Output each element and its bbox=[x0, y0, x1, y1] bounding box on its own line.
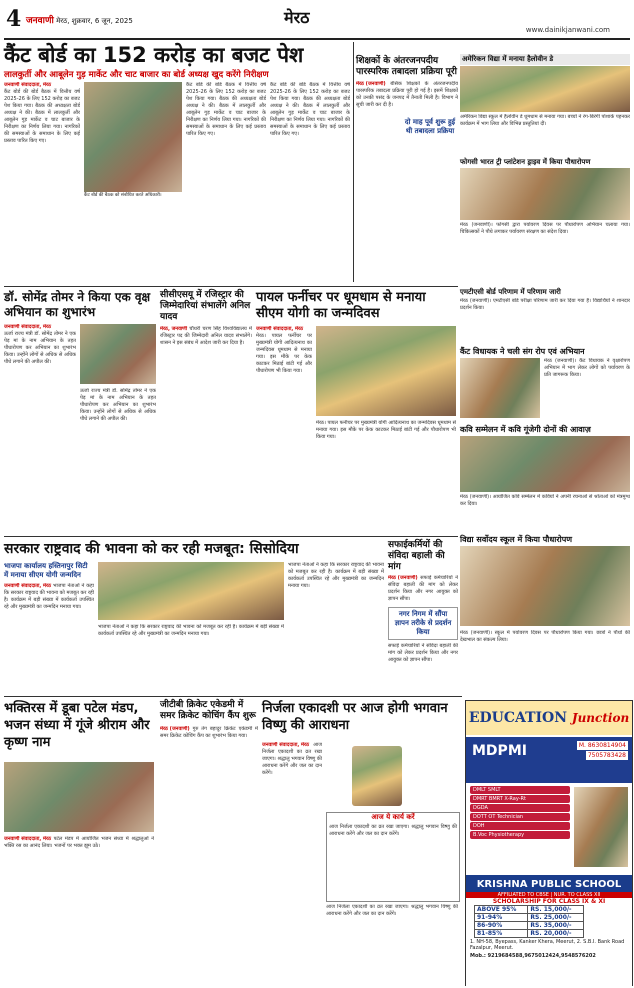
payal-body-col bbox=[256, 326, 312, 532]
ks-cell: RS. 20,000/- bbox=[528, 930, 584, 938]
kavi2-photo bbox=[460, 436, 630, 492]
tomar-body-wrap bbox=[4, 324, 76, 534]
course-item: DGDA bbox=[470, 804, 570, 812]
ccsu-headline: सीसीएसयू में रजिस्ट्रार की जिम्मेदारियां संभालेंगे अनिल यादव bbox=[160, 290, 251, 322]
column-rule bbox=[353, 42, 354, 282]
lead-body-col3 bbox=[186, 82, 266, 282]
kavi2-body: मेरठ (जनवाणी)। आयोजित कवि सम्मेलन में कवियों ने अपनी रचनाओं से श्रोताओं को मंत्रमुग्ध कर दिया। bbox=[460, 494, 630, 507]
paper-name: जनवाणी bbox=[26, 16, 54, 26]
safai-body-cont: सफाई कर्मचारियों ने संविदा बहाली की मांग को लेकर प्रदर्शन किया और नगर आयुक्त को ज्ञापन सौंपा। bbox=[388, 643, 458, 663]
ks-name: KRISHNA PUBLIC SCHOOL bbox=[466, 877, 632, 892]
lead-body-col1 bbox=[4, 82, 80, 282]
page-header bbox=[4, 4, 630, 40]
sisodia-headline: सरकार राष्ट्रवाद की भावना को कर रही मजबूत: सिसोदिया bbox=[4, 541, 299, 557]
mdpmi-courses bbox=[470, 785, 570, 840]
teachers-story bbox=[356, 56, 458, 281]
safai-pull-quote: नगर निगम में सौंपा ज्ञापन तरीके से प्रदर्शन किया bbox=[388, 607, 458, 640]
safai-story bbox=[388, 540, 458, 703]
ks-scholarship: SCHOLARSHIP FOR CLASS IX & XI bbox=[492, 898, 606, 905]
lead-story bbox=[4, 42, 352, 81]
lead-body-cont2: कैंट बोर्ड की बोर्ड बैठक में वित्तीय वर्ष 2025-26 के लिए 152 करोड़ का बजट पेश किया गया। बैठक की अध्यक्षता बोर्ड अध्यक्ष ने की। बैठक में लालकुर्ती और आबूलेन गुड़ मार्केट व चाट बाजार के निरीक्षण का निर्णय लिया गया। नागरिकों की समस्याओं के समाधान के लिए कई प्रस्ताव पारित किए गए। bbox=[270, 82, 350, 137]
sisodia-byline: जनवाणी संवाददाता, मेरठ bbox=[4, 583, 51, 589]
lead-photo-caption: कैंट बोर्ड की बैठक को संबोधित करते अधिकारी। bbox=[84, 192, 182, 198]
table-row bbox=[475, 922, 584, 930]
ets-headline: एमटीएसी बोर्ड परिणाम में परिणाम जारी bbox=[460, 288, 561, 296]
krishna-school-ad bbox=[466, 875, 632, 987]
ccsu-byline: मेरठ, जनवाणी bbox=[160, 326, 188, 332]
tomar-byline: जनवाणी संवाददाता, मेरठ bbox=[4, 324, 51, 330]
payal-story bbox=[256, 290, 456, 322]
gtb-body: गुरु तेग बहादुर क्रिकेट एकेडमी में समर क्रिकेट कोचिंग कैंप का शुभारंभ किया गया। bbox=[160, 726, 258, 739]
ks-cell: ABOVE 95% bbox=[475, 906, 528, 914]
nirjala-box bbox=[326, 812, 460, 902]
sisodia-side-body: भाजपा नेताओं ने कहा कि सरकार राष्ट्रवाद की भावना को मजबूत कर रही है। कार्यक्रम में बड़ी संख्या में कार्यकर्ता उपस्थित रहे और मुख्यमंत्री का जन्मदिन मनाया गया। bbox=[4, 583, 94, 610]
teachers-byline: मेरठ (जनवाणी) bbox=[356, 81, 386, 87]
fogsi-photo bbox=[460, 168, 630, 220]
nirjala-body-wrap bbox=[262, 742, 322, 982]
ks-cell: 81-85% bbox=[475, 930, 528, 938]
ad-title bbox=[466, 701, 632, 735]
tomar-headline: डॉ. सोमेंद्र तोमर ने किया एक वृक्ष अभियान का शुभारंभ bbox=[4, 290, 151, 319]
ccsu-story bbox=[160, 290, 252, 526]
payal-body: मेरठ। पायल फर्नीचर पर मुख्यमंत्री योगी आदित्यनाथ का जन्मदिवस धूमधाम से मनाया गया। इस मौके पर केक काटकर मिठाई बांटी गई और पौधारोपण भी किया गया। bbox=[256, 333, 312, 374]
lead-body-cont: कैंट बोर्ड की बोर्ड बैठक में वित्तीय वर्ष 2025-26 के लिए 152 करोड़ का बजट पेश किया गया। बैठक की अध्यक्षता बोर्ड अध्यक्ष ने की। बैठक में लालकुर्ती और आबूलेन गुड़ मार्केट व चाट बाजार के निरीक्षण का निर्णय लिया गया। नागरिकों की समस्याओं के समाधान के लिए कई प्रस्ताव पारित किए गए। bbox=[186, 82, 266, 137]
lead-byline: जनवाणी संवाददाता, मेरठ bbox=[4, 82, 51, 88]
ks-mobile: Mob.: 9219684588,9675012424,9548576202 bbox=[470, 953, 596, 959]
safai-body: सफाई कर्मचारियों ने संविदा बहाली की मांग को लेकर प्रदर्शन किया और नगर आयुक्त को ज्ञापन सौंपा। bbox=[388, 575, 458, 602]
ets-body: मेरठ (जनवाणी)। एमटीएसी बोर्ड परीक्षा परिणाम जारी कर दिया गया है। विद्यार्थियों ने शानदार प्रदर्शन किया। bbox=[460, 298, 630, 311]
bhakti-body: पटेल मंडप में आयोजित भजन संध्या में श्रद्धालुओं ने भक्ति रस का आनंद लिया। भजनों पर भक्त झूम उठे। bbox=[4, 836, 154, 849]
ks-address: 1. NH-58, Byepass, Kanker Khera, Meerut, 2. S.B.I. Bank Road Fazalpur, Meerut. bbox=[470, 939, 625, 951]
tomar-body-cont: ऊर्जा राज्य मंत्री डॉ. सोमेंद्र तोमर ने एक पेड़ मां के नाम अभियान के तहत पौधारोपण कर अभियान का शुभारंभ किया। उन्होंने लोगों से अधिक से अधिक पौधे लगाने की अपील की। bbox=[80, 388, 156, 422]
ks-cell: 91-94% bbox=[475, 914, 528, 922]
bhakti-photo bbox=[4, 762, 154, 832]
nirjala-body: आज निर्जला एकादशी का व्रत रखा जाएगा। श्रद्धालु भगवान विष्णु की आराधना करेंगे और जल का दान करेंगे। bbox=[262, 742, 322, 776]
kavi-body: मेरठ (जनवाणी)। कैंट विधायक ने वृक्षारोपण अभियान में भाग लेकर लोगों को पर्यावरण के प्रति जागरूक किया। bbox=[544, 358, 630, 378]
bhakti-headline: भक्तिरस में डूबा पटेल मंडप, भजन संध्या में गूंजे श्रीराम और कृष्ण नाम bbox=[4, 701, 150, 750]
city-name: मेरठ bbox=[284, 8, 310, 27]
vidya-body: मेरठ (जनवाणी)। स्कूल में पर्यावरण दिवस पर पौधारोपण किया गया। छात्रों ने पौधों की देखभाल का संकल्प लिया। bbox=[460, 630, 630, 643]
american-headline: अमेरिकन विद्या में मनाया हैलोवीन डे bbox=[460, 54, 630, 65]
fogsi-body: मेरठ (जनवाणी)। फोगसी द्वारा पर्यावरण दिवस पर पौधारोपण अभियान चलाया गया। चिकित्सकों ने पौधे लगाकर पर्यावरण संरक्षण का संदेश दिया। bbox=[460, 222, 630, 235]
section-rule bbox=[4, 286, 458, 287]
vidya-photo bbox=[460, 546, 630, 626]
section-rule-2 bbox=[4, 536, 458, 537]
ad-title-junction: Junction bbox=[571, 711, 630, 725]
table-row bbox=[475, 906, 584, 914]
course-item: B.Voc Physiotherapy bbox=[470, 831, 570, 839]
payal-body-cont: मेरठ। पायल फर्नीचर पर मुख्यमंत्री योगी आदित्यनाथ का जन्मदिवस धूमधाम से मनाया गया। इस मौके पर केक काटकर मिठाई बांटी गई और पौधारोपण भी किया गया। bbox=[316, 420, 456, 440]
vidya-headline: विद्या सर्वोदय स्कूल में किया पौधारोपण bbox=[460, 535, 573, 544]
mdpmi-phone1: M. 8630814904 bbox=[578, 742, 626, 749]
education-ad[interactable] bbox=[465, 700, 633, 986]
ad-title-text: EDUCATION bbox=[468, 710, 568, 726]
mdpmi-banner bbox=[466, 737, 632, 783]
ks-cell: RS. 15,000/- bbox=[528, 906, 584, 914]
american-body: अमेरिकन विद्या स्कूल में हैलोवीन डे धूमधाम से मनाया गया। बच्चों ने रंग-बिरंगी पोशाकें पहनकर कार्यक्रम में भाग लिया और विभिन्न प्रस्तुतियां दीं। bbox=[460, 114, 630, 127]
gtb-body-wrap bbox=[160, 726, 258, 966]
ccsu-body-wrap bbox=[160, 326, 252, 526]
nirjala-story bbox=[262, 700, 460, 734]
fogsi-headline: फोगसी भारत ट्री प्लांटेशन ड्राइव में किया पौधारोपण bbox=[460, 158, 591, 166]
website-url[interactable]: www.dainikjanwani.com bbox=[525, 26, 610, 34]
course-item: DMLT SMLT bbox=[470, 786, 570, 794]
sisodia-side-headline: भाजपा कार्यालय हस्तिनापुर सिटी में मनाया सीएम योगी जन्मदिन bbox=[4, 562, 88, 579]
lead-body: कैंट बोर्ड की बोर्ड बैठक में वित्तीय वर्ष 2025-26 के लिए 152 करोड़ का बजट पेश किया गया। बैठक की अध्यक्षता बोर्ड अध्यक्ष ने की। बैठक में लालकुर्ती और आबूलेन गुड़ मार्केट व चाट बाजार के निरीक्षण का निर्णय लिया गया। नागरिकों की समस्याओं के समाधान के लिए कई प्रस्ताव पारित किए गए। bbox=[4, 89, 80, 144]
paper-meta bbox=[26, 13, 133, 26]
kavi-headline: कैंट विधायक ने चली संग रोप एवं अभियान bbox=[460, 347, 585, 356]
american-photo bbox=[460, 66, 630, 112]
teachers-body-wrap bbox=[356, 81, 458, 281]
page-number: 4 bbox=[6, 6, 22, 32]
tomar-photo bbox=[80, 324, 156, 384]
course-item: DOTT OT Technician bbox=[470, 813, 570, 821]
mdpmi-phone2: 7505783428 bbox=[587, 752, 626, 759]
kavi-photo bbox=[460, 358, 540, 418]
safai-body-wrap bbox=[388, 575, 458, 605]
safai-headline: सफाईकर्मियों की संविदा बहाली की मांग bbox=[388, 540, 445, 572]
mdpmi-name: MDPMI bbox=[472, 743, 527, 759]
ks-cell: RS. 25,000/- bbox=[528, 914, 584, 922]
sisodia-photo bbox=[98, 562, 284, 620]
lead-headline: कैंट बोर्ड का 152 करोड़ का बजट पेश bbox=[4, 43, 304, 67]
teachers-body: बेसिक शिक्षकों के अंतरजनपदीय पारस्परिक तबादला प्रक्रिया पूरी हो गई है। इसमें शिक्षकों को उनकी पसंद के जनपद में तैनाती मिली है। विभाग ने सूची जारी कर दी है। bbox=[356, 81, 458, 108]
sisodia-story bbox=[4, 540, 384, 558]
nirjala-body-cont: आज निर्जला एकादशी का व्रत रखा जाएगा। श्रद्धालु भगवान विष्णु की आराधना करेंगे और जल का दान करेंगे। bbox=[326, 904, 458, 917]
nirjala-byline: जनवाणी संवाददाता, मेरठ bbox=[262, 742, 309, 748]
lead-subhead: लालकुर्ती और आबूलेन गुड़ मार्केट और चाट बाजार का बोर्ड अध्यक्ष खुद करेंगे निरीक्षण bbox=[4, 70, 269, 80]
nirjala-box-title: आज ये कार्य करें bbox=[371, 813, 415, 821]
nirjala-headline: निर्जला एकादशी पर आज होगी भगवान विष्णु की आराधना bbox=[262, 701, 448, 733]
lead-body-col4 bbox=[270, 82, 350, 282]
bhakti-body-wrap bbox=[4, 836, 154, 982]
nirjala-photo bbox=[352, 746, 402, 806]
sisodia-side bbox=[4, 562, 94, 701]
ks-cell: 86-90% bbox=[475, 922, 528, 930]
ks-scholarship-table bbox=[474, 905, 584, 938]
course-item: DMRT BMRT X-Ray-Rt bbox=[470, 795, 570, 803]
gtb-byline: मेरठ (जनवाणी) bbox=[160, 726, 190, 732]
teachers-headline: शिक्षकों के अंतरजनपदीय पारस्परिक तबादला प्रक्रिया पूरी bbox=[356, 56, 457, 77]
payal-headline: पायल फर्नीचर पर धूमधाम से मनाया सीएम योगी का जन्मदिवस bbox=[256, 290, 426, 321]
bhakti-byline: जनवाणी संवाददाता, मेरठ bbox=[4, 836, 51, 842]
payal-photo bbox=[316, 326, 456, 416]
date-line: मेरठ, शुक्रवार, 6 जून, 2025 bbox=[56, 17, 133, 25]
table-row bbox=[475, 914, 584, 922]
payal-byline: जनवाणी संवाददाता, मेरठ bbox=[256, 326, 303, 332]
tomar-body: ऊर्जा राज्य मंत्री डॉ. सोमेंद्र तोमर ने एक पेड़ मां के नाम अभियान के तहत पौधारोपण कर अभियान का शुभारंभ किया। उन्होंने लोगों से अधिक से अधिक पौधे लगाने की अपील की। bbox=[4, 331, 76, 365]
ccsu-body: चौधरी चरण सिंह विश्वविद्यालय में रजिस्ट्रार पद की जिम्मेदारी अनिल यादव संभालेंगे। शासन ने इस संबंध में आदेश जारी कर दिया है। bbox=[160, 326, 252, 346]
table-row bbox=[475, 930, 584, 938]
sisodia-body-cont: भाजपा नेताओं ने कहा कि सरकार राष्ट्रवाद की भावना को मजबूत कर रही है। कार्यक्रम में बड़ी संख्या में कार्यकर्ता उपस्थित रहे और मुख्यमंत्री का जन्मदिन मनाया गया। bbox=[288, 562, 384, 589]
american-story bbox=[460, 54, 630, 65]
sisodia-body: भाजपा नेताओं ने कहा कि सरकार राष्ट्रवाद की भावना को मजबूत कर रही है। कार्यक्रम में बड़ी संख्या में कार्यकर्ता उपस्थित रहे और मुख्यमंत्री का जन्मदिन मनाया गया। bbox=[98, 624, 284, 637]
ks-affiliation: AFFILIATED TO CBSE | NUR. TO CLASS XII bbox=[466, 892, 632, 898]
teachers-pull-quote: दो माह पूर्व शुरू हुई थी तबादला प्रक्रिया bbox=[404, 118, 456, 135]
tomar-story bbox=[4, 290, 154, 320]
ad-students-photo bbox=[574, 787, 628, 867]
gtb-headline: जीटीबी क्रिकेट एकेडमी में समर क्रिकेट कोचिंग कैंप शुरू bbox=[160, 700, 256, 721]
kavi2-headline: कवि सम्मेलन में कवि गूंजेगी दोनों की आवाज़ bbox=[460, 425, 591, 434]
safai-byline: मेरठ (जनवाणी) bbox=[388, 575, 418, 581]
sisodia-side-wrap bbox=[4, 583, 94, 701]
nirjala-box-body: आज निर्जला एकादशी का व्रत रखा जाएगा। श्रद्धालु भगवान विष्णु की आराधना करेंगे और जल का दान करेंगे। bbox=[329, 824, 457, 837]
course-item: DOH bbox=[470, 822, 570, 830]
gtb-story bbox=[160, 700, 258, 966]
section-rule-3 bbox=[4, 696, 462, 697]
ks-cell: RS. 35,000/- bbox=[528, 922, 584, 930]
bhakti-story bbox=[4, 700, 154, 751]
lead-photo bbox=[84, 82, 182, 192]
